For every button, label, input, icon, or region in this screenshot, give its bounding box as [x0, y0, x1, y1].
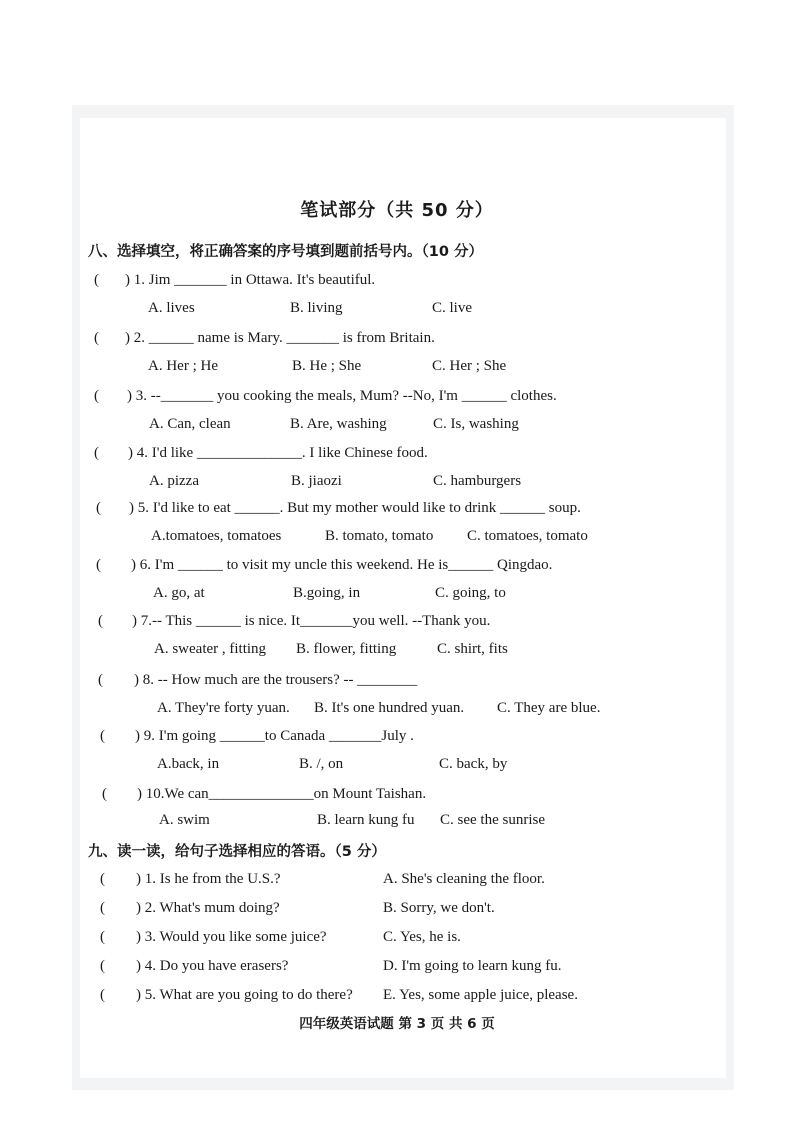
- question-10-option-b: B. learn kung fu: [317, 812, 415, 828]
- answer-paren: (: [100, 987, 105, 1003]
- section-8-heading: 八、选择填空，将正确答案的序号填到题前括号内。（10 分）: [88, 244, 483, 260]
- question-9-option-b: B. /, on: [299, 756, 344, 772]
- page-footer: 四年级英语试题 第 3 页 共 6 页: [299, 1016, 495, 1032]
- answer-paren: (: [94, 272, 99, 288]
- question-5-text: ) 5. I'd like to eat ______. But my mother would like to drink ______ soup.: [129, 500, 581, 516]
- question-2-option-a: A. Her ; He: [148, 358, 218, 374]
- question-1-option-b: B. living: [290, 300, 343, 316]
- question-3-text: ) 3. --_______ you cooking the meals, Mum? --No, I'm ______ clothes.: [127, 388, 557, 404]
- match-question-4: ) 4. Do you have erasers?: [136, 958, 289, 974]
- question-6-option-a: A. go, at: [153, 585, 205, 601]
- question-3-option-b: B. Are, washing: [290, 416, 387, 432]
- answer-paren: (: [100, 958, 105, 974]
- match-question-3: ) 3. Would you like some juice?: [136, 929, 327, 945]
- answer-paren: (: [100, 871, 105, 887]
- question-2-text: ) 2. ______ name is Mary. _______ is from Britain.: [125, 330, 435, 346]
- question-6-option-c: C. going, to: [435, 585, 506, 601]
- question-4-option-b: B. jiaozi: [291, 473, 342, 489]
- question-6-option-b: B.going, in: [293, 585, 361, 601]
- question-9-option-c: C. back, by: [439, 756, 508, 772]
- question-5-option-c: C. tomatoes, tomato: [467, 528, 588, 544]
- question-1-option-c: C. live: [432, 300, 472, 316]
- question-10-option-c: C. see the sunrise: [440, 812, 545, 828]
- answer-paren: (: [94, 388, 99, 404]
- page-title: 笔试部分（共 50 分）: [300, 200, 494, 221]
- question-7-option-a: A. sweater , fitting: [154, 641, 267, 657]
- answer-paren: (: [96, 500, 101, 516]
- answer-paren: (: [96, 557, 101, 573]
- question-1-text: ) 1. Jim _______ in Ottawa. It's beautiful.: [125, 272, 376, 288]
- question-7-text: ) 7.-- This ______ is nice. It_______you well. --Thank you.: [132, 613, 491, 629]
- question-6-text: ) 6. I'm ______ to visit my uncle this weekend. He is______ Qingdao.: [131, 557, 553, 573]
- match-question-5: ) 5. What are you going to do there?: [136, 987, 353, 1003]
- match-answer-1: A. She's cleaning the floor.: [383, 871, 545, 887]
- answer-paren: (: [94, 445, 99, 461]
- question-8-option-b: B. It's one hundred yuan.: [314, 700, 465, 716]
- question-5-option-b: B. tomato, tomato: [325, 528, 434, 544]
- question-4-option-a: A. pizza: [149, 473, 199, 489]
- answer-paren: (: [102, 786, 107, 802]
- question-5-option-a: A.tomatoes, tomatoes: [151, 528, 282, 544]
- question-4-option-c: C. hamburgers: [433, 473, 522, 489]
- answer-paren: (: [98, 672, 103, 688]
- match-question-1: ) 1. Is he from the U.S.?: [136, 871, 281, 887]
- question-10-text: ) 10.We can______________on Mount Taishan.: [137, 786, 427, 802]
- question-2-option-b: B. He ; She: [292, 358, 362, 374]
- answer-paren: (: [98, 613, 103, 629]
- match-answer-5: E. Yes, some apple juice, please.: [383, 987, 578, 1003]
- match-answer-2: B. Sorry, we don't.: [383, 900, 495, 916]
- question-3-option-c: C. Is, washing: [433, 416, 519, 432]
- question-7-option-b: B. flower, fitting: [296, 641, 397, 657]
- question-10-option-a: A. swim: [159, 812, 210, 828]
- question-7-option-c: C. shirt, fits: [437, 641, 508, 657]
- question-8-option-c: C. They are blue.: [497, 700, 601, 716]
- answer-paren: (: [100, 728, 105, 744]
- answer-paren: (: [94, 330, 99, 346]
- question-9-option-a: A.back, in: [157, 756, 220, 772]
- question-8-option-a: A. They're forty yuan.: [157, 700, 290, 716]
- section-9-heading: 九、读一读，给句子选择相应的答语。（5 分）: [88, 844, 386, 860]
- match-answer-4: D. I'm going to learn kung fu.: [383, 958, 562, 974]
- match-answer-3: C. Yes, he is.: [383, 929, 461, 945]
- question-4-text: ) 4. I'd like ______________. I like Chinese food.: [128, 445, 428, 461]
- question-1-option-a: A. lives: [148, 300, 195, 316]
- match-question-2: ) 2. What's mum doing?: [136, 900, 280, 916]
- question-8-text: ) 8. -- How much are the trousers? -- ________: [134, 672, 418, 688]
- answer-paren: (: [100, 900, 105, 916]
- question-9-text: ) 9. I'm going ______to Canada _______July .: [135, 728, 414, 744]
- question-3-option-a: A. Can, clean: [149, 416, 231, 432]
- question-2-option-c: C. Her ; She: [432, 358, 507, 374]
- answer-paren: (: [100, 929, 105, 945]
